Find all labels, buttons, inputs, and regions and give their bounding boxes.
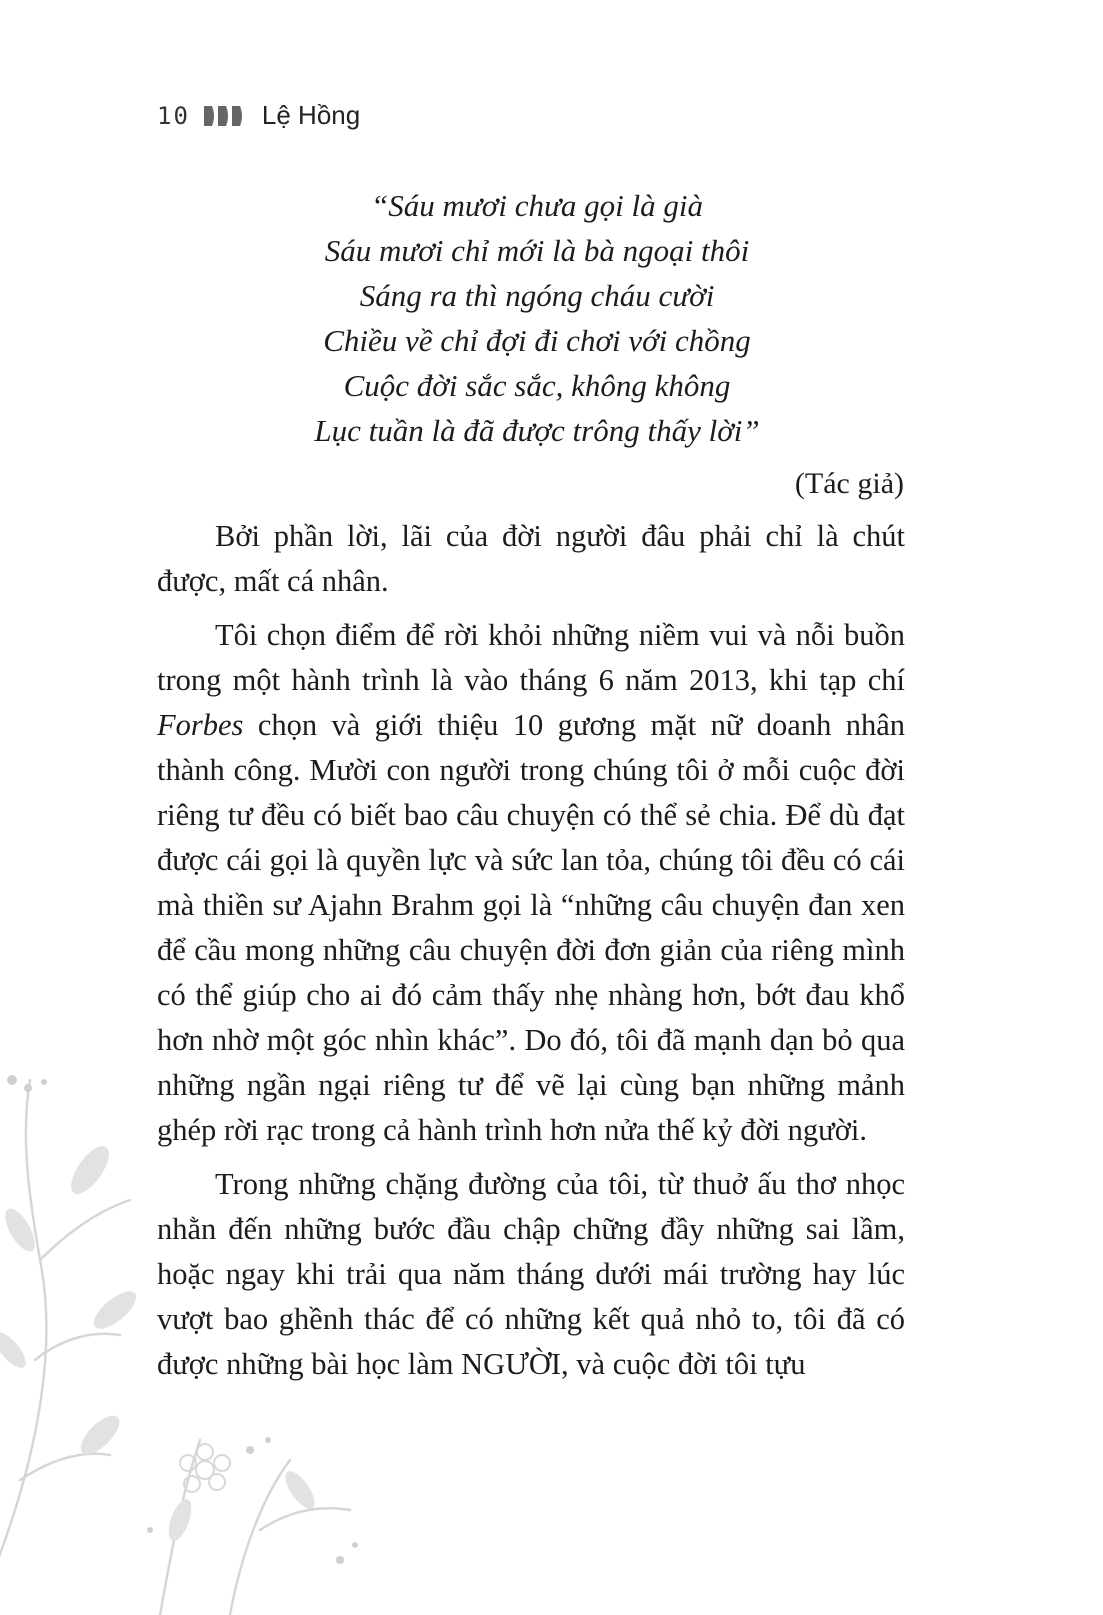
poem-attribution: (Tác giả): [794, 467, 904, 500]
poem-line: Sáu mươi chỉ mới là bà ngoại thôi: [324, 233, 750, 268]
running-header-author: Lệ Hồng: [261, 100, 361, 130]
body-text: [157, 514, 905, 1396]
poem-line: Lục tuần là đã được trông thấy lời”: [314, 413, 760, 448]
poem-block: [157, 183, 917, 453]
poem-line: Chiều về chỉ đợi đi chơi với chồng: [323, 323, 751, 358]
paragraph-2: [157, 613, 905, 1153]
poem-line: Cuộc đời sắc sắc, không không: [343, 368, 731, 403]
poem-line: Sáng ra thì ngóng cháu cười: [359, 278, 715, 313]
paragraph-3: Trong những chặng đường của tôi, từ thuở ấu thơ nhọc nhằn đến những bước đầu chập chững đầy những sai lầm, hoặc ngay khi trải qua năm tháng dưới mái trường hay lúc vượt bao ghềnh thác để có những kết quả nhỏ to, tôi đã có được những bài học làm NGƯỜI, và cuộc đời tôi tựu: [157, 1167, 905, 1381]
paragraph-2-part-2: chọn và giới thiệu 10 gương mặt nữ doanh nhân thành công. Mười con người trong chúng tôi ở mỗi cuộc đời riêng tư đều có biết bao câu chuyện có thể sẻ chia. Để dù đạt được cái gọi là quyền lực và sức lan tỏa, chúng tôi đều có cái mà thiền sư Ajahn Brahm gọi là “những câu chuyện đan xen để cầu mong những câu chuyện đời đơn giản của riêng mình có thể giúp cho ai đó cảm thấy nhẹ nhàng hơn, bớt đau khổ hơn nhờ một góc nhìn khác”. Do đó, tôi đã mạnh dạn bỏ qua những ngần ngại riêng tư để vẽ lại cùng bạn những mảnh ghép rời rạc trong cả hành trình hơn nửa thế kỷ đời người.: [157, 708, 905, 1147]
paragraph-2-part-1: Tôi chọn điểm để rời khỏi những niềm vui và nỗi buồn trong một hành trình là vào tháng 6 năm 2013, khi tạp chí: [157, 618, 905, 697]
paragraph-2-italic-forbes: Forbes: [157, 708, 244, 742]
paragraph-1: Bởi phần lời, lãi của đời người đâu phải chỉ là chút được, mất cá nhân.: [157, 519, 905, 598]
triple-arrow-icon: [204, 105, 244, 127]
page-number: 10: [157, 101, 190, 130]
poem-line: “Sáu mươi chưa gọi là già: [371, 188, 703, 223]
running-header: [157, 100, 360, 131]
